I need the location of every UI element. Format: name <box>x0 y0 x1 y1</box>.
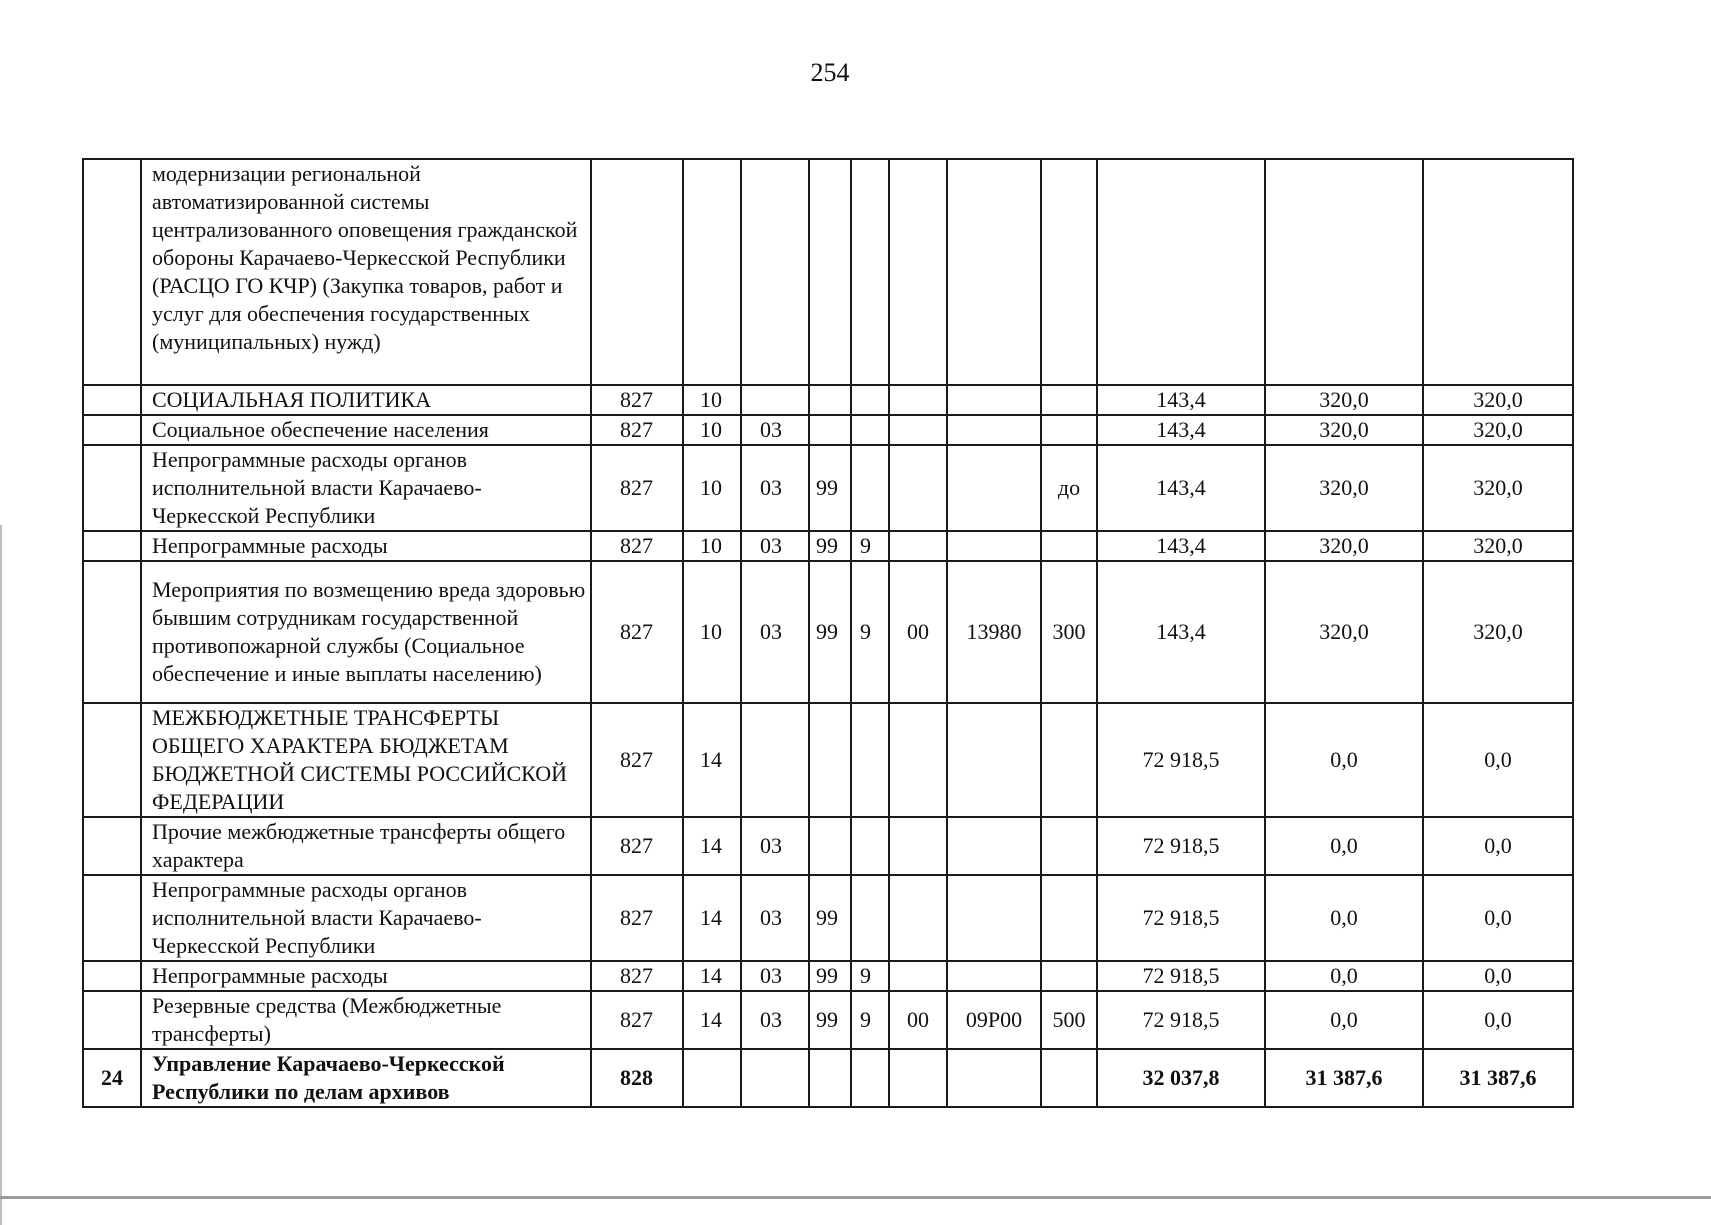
amount-year-1: 143,4 <box>1097 385 1265 415</box>
subprogram-code: 9 <box>851 561 889 703</box>
amount-year-2: 0,0 <box>1265 991 1423 1049</box>
ministry-code: 827 <box>591 991 683 1049</box>
direction-code <box>889 875 947 961</box>
amount-year-1 <box>1097 159 1265 385</box>
section-code: 14 <box>683 817 741 875</box>
table-row <box>83 991 1573 1049</box>
row-number <box>83 703 141 817</box>
section-code: 14 <box>683 991 741 1049</box>
expense-type-code <box>1041 415 1097 445</box>
expense-code: 09Р00 <box>947 991 1041 1049</box>
section-code: 14 <box>683 961 741 991</box>
ministry-code: 827 <box>591 561 683 703</box>
section-code: 10 <box>683 385 741 415</box>
table-row <box>83 415 1573 445</box>
section-code <box>683 1049 741 1107</box>
row-number <box>83 415 141 445</box>
expense-code <box>947 961 1041 991</box>
table-row <box>83 385 1573 415</box>
amount-year-1: 143,4 <box>1097 445 1265 531</box>
program-code <box>809 703 851 817</box>
budget-table <box>82 158 1574 1108</box>
section-code: 10 <box>683 531 741 561</box>
row-number <box>83 817 141 875</box>
expense-type-code <box>1041 1049 1097 1107</box>
program-code: 99 <box>809 531 851 561</box>
program-code <box>809 385 851 415</box>
subprogram-code <box>851 817 889 875</box>
subprogram-code <box>851 415 889 445</box>
ministry-code: 827 <box>591 415 683 445</box>
ministry-code: 827 <box>591 961 683 991</box>
section-code: 10 <box>683 415 741 445</box>
page-number: 254 <box>810 58 850 87</box>
table-row <box>83 159 1573 385</box>
section-code: 14 <box>683 703 741 817</box>
amount-year-3: 320,0 <box>1423 385 1573 415</box>
row-number <box>83 445 141 531</box>
subsection-code: 03 <box>741 991 809 1049</box>
row-number: 24 <box>83 1049 141 1107</box>
table-row <box>83 875 1573 961</box>
amount-year-1: 72 918,5 <box>1097 961 1265 991</box>
direction-code <box>889 385 947 415</box>
expense-type-code <box>1041 159 1097 385</box>
expense-code <box>947 445 1041 531</box>
expense-code <box>947 159 1041 385</box>
expense-code: 13980 <box>947 561 1041 703</box>
expense-type-code: 500 <box>1041 991 1097 1049</box>
row-name: Управление Карачаево-Черкесской Республики по делам архивов <box>141 1049 591 1107</box>
program-code: 99 <box>809 961 851 991</box>
amount-year-3: 0,0 <box>1423 817 1573 875</box>
amount-year-1: 72 918,5 <box>1097 991 1265 1049</box>
amount-year-2: 0,0 <box>1265 703 1423 817</box>
subprogram-code <box>851 445 889 531</box>
amount-year-1: 72 918,5 <box>1097 875 1265 961</box>
table-row <box>83 703 1573 817</box>
subsection-code <box>741 159 809 385</box>
row-name: СОЦИАЛЬНАЯ ПОЛИТИКА <box>141 385 591 415</box>
subprogram-code <box>851 703 889 817</box>
direction-code <box>889 817 947 875</box>
amount-year-2: 0,0 <box>1265 961 1423 991</box>
program-code <box>809 1049 851 1107</box>
row-name: Резервные средства (Межбюджетные трансферты) <box>141 991 591 1049</box>
row-number <box>83 531 141 561</box>
table-row <box>83 961 1573 991</box>
ministry-code: 828 <box>591 1049 683 1107</box>
expense-type-code <box>1041 961 1097 991</box>
expense-code <box>947 817 1041 875</box>
amount-year-3: 320,0 <box>1423 445 1573 531</box>
section-code: 10 <box>683 445 741 531</box>
direction-code <box>889 1049 947 1107</box>
table-row <box>83 1049 1573 1107</box>
amount-year-3: 320,0 <box>1423 415 1573 445</box>
expense-type-code: до <box>1041 445 1097 531</box>
program-code <box>809 159 851 385</box>
program-code: 99 <box>809 991 851 1049</box>
row-name: Непрограммные расходы органов исполнительной власти Карачаево-Черкесской Республики <box>141 875 591 961</box>
amount-year-1: 32 037,8 <box>1097 1049 1265 1107</box>
ministry-code: 827 <box>591 531 683 561</box>
direction-code: 00 <box>889 561 947 703</box>
section-code: 10 <box>683 561 741 703</box>
direction-code <box>889 531 947 561</box>
expense-type-code <box>1041 531 1097 561</box>
subprogram-code: 9 <box>851 531 889 561</box>
direction-code <box>889 703 947 817</box>
subsection-code <box>741 1049 809 1107</box>
expense-type-code <box>1041 385 1097 415</box>
row-name: Социальное обеспечение населения <box>141 415 591 445</box>
row-number <box>83 159 141 385</box>
amount-year-1: 72 918,5 <box>1097 817 1265 875</box>
amount-year-3: 0,0 <box>1423 961 1573 991</box>
row-name: Непрограммные расходы <box>141 961 591 991</box>
amount-year-1: 143,4 <box>1097 561 1265 703</box>
ministry-code: 827 <box>591 445 683 531</box>
amount-year-3: 0,0 <box>1423 991 1573 1049</box>
section-code: 14 <box>683 875 741 961</box>
amount-year-2: 0,0 <box>1265 817 1423 875</box>
subsection-code: 03 <box>741 415 809 445</box>
ministry-code: 827 <box>591 703 683 817</box>
table-row <box>83 531 1573 561</box>
subsection-code <box>741 385 809 415</box>
table-row <box>83 561 1573 703</box>
amount-year-2: 320,0 <box>1265 385 1423 415</box>
expense-code <box>947 531 1041 561</box>
subsection-code: 03 <box>741 817 809 875</box>
ministry-code <box>591 159 683 385</box>
amount-year-2: 0,0 <box>1265 875 1423 961</box>
row-number <box>83 961 141 991</box>
row-number <box>83 385 141 415</box>
row-number <box>83 875 141 961</box>
amount-year-2: 320,0 <box>1265 445 1423 531</box>
program-code: 99 <box>809 445 851 531</box>
expense-code <box>947 415 1041 445</box>
subprogram-code <box>851 159 889 385</box>
row-name: Прочие межбюджетные трансферты общего характера <box>141 817 591 875</box>
scan-edge-left <box>0 525 2 1225</box>
direction-code <box>889 445 947 531</box>
amount-year-2: 320,0 <box>1265 561 1423 703</box>
expense-type-code: 300 <box>1041 561 1097 703</box>
direction-code <box>889 159 947 385</box>
expense-type-code <box>1041 875 1097 961</box>
amount-year-3: 31 387,6 <box>1423 1049 1573 1107</box>
expense-code <box>947 875 1041 961</box>
program-code <box>809 817 851 875</box>
amount-year-3: 320,0 <box>1423 531 1573 561</box>
expense-type-code <box>1041 703 1097 817</box>
amount-year-3: 0,0 <box>1423 703 1573 817</box>
expense-code <box>947 385 1041 415</box>
row-number <box>83 561 141 703</box>
amount-year-1: 143,4 <box>1097 415 1265 445</box>
section-code <box>683 159 741 385</box>
subsection-code: 03 <box>741 445 809 531</box>
subsection-code: 03 <box>741 961 809 991</box>
row-name: Мероприятия по возмещению вреда здоровью бывшим сотрудникам государственной противопожарной службы (Социальное обеспечение и иные выплаты населению) <box>141 561 591 703</box>
amount-year-2: 31 387,6 <box>1265 1049 1423 1107</box>
subprogram-code <box>851 385 889 415</box>
direction-code: 00 <box>889 991 947 1049</box>
amount-year-1: 72 918,5 <box>1097 703 1265 817</box>
subprogram-code: 9 <box>851 961 889 991</box>
table-row <box>83 817 1573 875</box>
row-name: МЕЖБЮДЖЕТНЫЕ ТРАНСФЕРТЫ ОБЩЕГО ХАРАКТЕРА БЮДЖЕТАМ БЮДЖЕТНОЙ СИСТЕМЫ РОССИЙСКОЙ ФЕДЕРАЦИИ <box>141 703 591 817</box>
amount-year-2 <box>1265 159 1423 385</box>
table-row <box>83 445 1573 531</box>
row-name: Непрограммные расходы органов исполнительной власти Карачаево-Черкесской Республики <box>141 445 591 531</box>
ministry-code: 827 <box>591 817 683 875</box>
subsection-code: 03 <box>741 875 809 961</box>
amount-year-1: 143,4 <box>1097 531 1265 561</box>
subprogram-code: 9 <box>851 991 889 1049</box>
expense-type-code <box>1041 817 1097 875</box>
row-name: модернизации региональной автоматизированной системы централизованного оповещения гражданской обороны Карачаево-Черкесской Республики (РАСЦО ГО КЧР) (Закупка товаров, работ и услуг для обеспечения государственных (муниципальных) нужд) <box>141 159 591 385</box>
scan-edge-bottom <box>0 1196 1711 1199</box>
subsection-code <box>741 703 809 817</box>
subsection-code: 03 <box>741 561 809 703</box>
subsection-code: 03 <box>741 531 809 561</box>
amount-year-2: 320,0 <box>1265 415 1423 445</box>
amount-year-3: 320,0 <box>1423 561 1573 703</box>
program-code: 99 <box>809 875 851 961</box>
ministry-code: 827 <box>591 875 683 961</box>
program-code <box>809 415 851 445</box>
row-number <box>83 991 141 1049</box>
row-name: Непрограммные расходы <box>141 531 591 561</box>
subprogram-code <box>851 875 889 961</box>
expense-code <box>947 1049 1041 1107</box>
amount-year-2: 320,0 <box>1265 531 1423 561</box>
amount-year-3: 0,0 <box>1423 875 1573 961</box>
direction-code <box>889 961 947 991</box>
subprogram-code <box>851 1049 889 1107</box>
amount-year-3 <box>1423 159 1573 385</box>
direction-code <box>889 415 947 445</box>
program-code: 99 <box>809 561 851 703</box>
expense-code <box>947 703 1041 817</box>
ministry-code: 827 <box>591 385 683 415</box>
